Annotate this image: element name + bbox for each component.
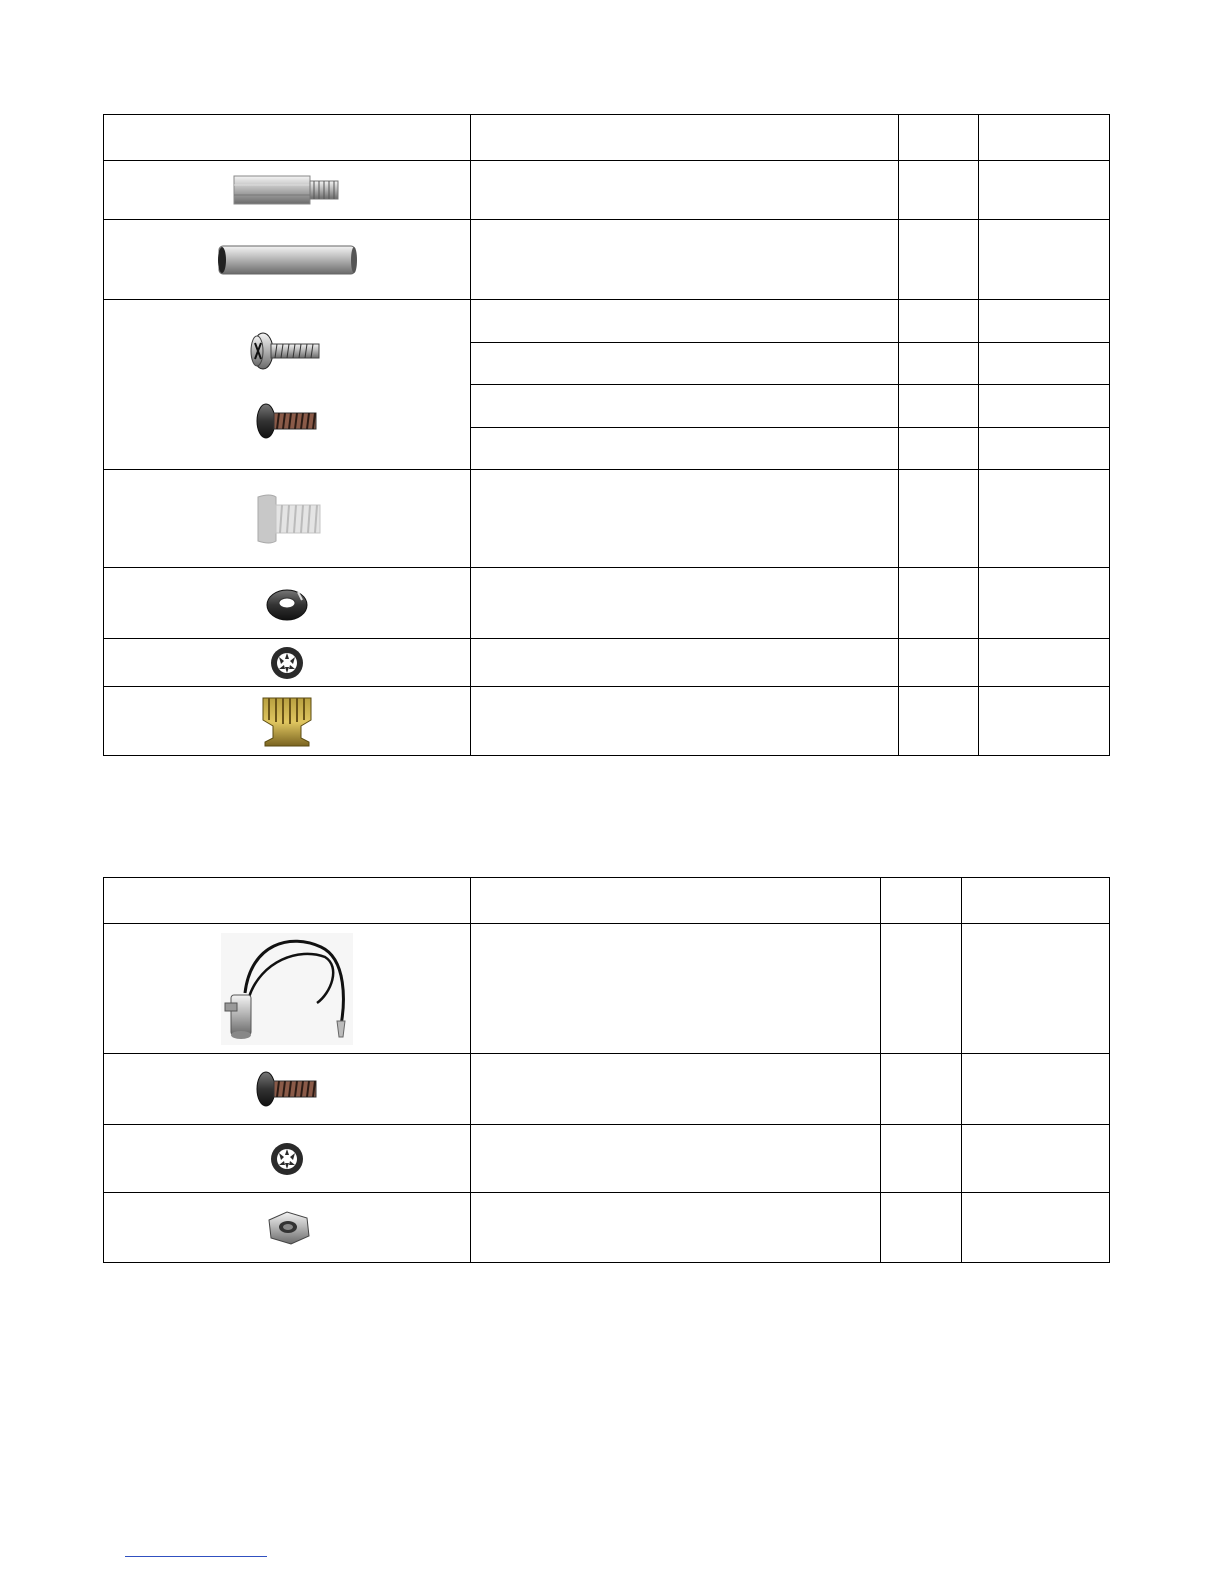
part-number-cell [979,300,1110,343]
header-cell [979,115,1110,161]
description-cell [471,1125,881,1193]
quantity-cell [899,343,979,385]
image-cell [104,161,471,220]
image-cell [104,470,471,568]
part-number-cell [979,385,1110,428]
description-cell [471,220,899,300]
brass-thumb-nut-icon [257,692,317,750]
description-cell [471,1054,881,1125]
hex-standoff-icon [232,168,342,212]
internal-tooth-lock-washer-icon [267,1139,307,1179]
part-number-cell [962,1193,1110,1263]
part-number-cell [962,924,1110,1054]
quantity-cell [899,687,979,756]
hex-nut-icon [259,1206,315,1250]
pan-head-screw-icon [252,1066,322,1112]
table-row [104,1054,1110,1125]
header-cell [899,115,979,161]
quantity-cell [899,385,979,428]
quantity-cell [899,161,979,220]
quantity-cell [899,470,979,568]
quantity-cell [899,428,979,470]
part-number-cell [979,470,1110,568]
table-row [104,300,1110,343]
description-cell [471,428,899,470]
round-spacer-icon [215,242,359,278]
pan-head-screw-washer-icon [247,326,327,376]
part-number-cell [979,428,1110,470]
image-cell [104,1125,471,1193]
description-cell [471,300,899,343]
image-cell [104,300,471,470]
header-cell [962,878,1110,924]
description-cell [471,924,881,1054]
header-cell [104,115,471,161]
quantity-cell [881,1054,962,1125]
header-cell [471,878,881,924]
quantity-cell [881,924,962,1054]
description-cell [471,470,899,568]
image-cell [104,687,471,756]
table-header-row [104,115,1110,161]
table-row [104,687,1110,756]
header-cell [471,115,899,161]
quantity-cell [899,220,979,300]
description-cell [471,343,899,385]
image-cell [104,1193,471,1263]
table-row [104,220,1110,300]
nylon-screw-icon [250,489,324,549]
quantity-cell [881,1125,962,1193]
table-row [104,1193,1110,1263]
hardware-table-1 [103,114,1110,756]
description-cell [471,568,899,639]
image-cell [104,568,471,639]
header-cell [881,878,962,924]
part-number-cell [979,220,1110,300]
quantity-cell [899,300,979,343]
part-number-cell [979,687,1110,756]
split-lock-washer-icon [262,582,312,624]
description-cell [471,639,899,687]
part-number-cell [979,639,1110,687]
part-number-cell [962,1125,1110,1193]
part-number-cell [979,161,1110,220]
table-row [104,639,1110,687]
description-cell [471,161,899,220]
description-cell [471,1193,881,1263]
table-row [104,470,1110,568]
bnc-ground-cable-icon [221,933,353,1045]
internal-tooth-lock-washer-icon [267,643,307,683]
quantity-cell [881,1193,962,1263]
pan-head-screw-icon [252,398,322,444]
image-cell [104,924,471,1054]
image-cell [104,220,471,300]
part-number-cell [979,343,1110,385]
image-cell [104,639,471,687]
hardware-table-2 [103,877,1110,1263]
description-cell [471,385,899,428]
part-number-cell [979,568,1110,639]
quantity-cell [899,568,979,639]
table-row [104,161,1110,220]
quantity-cell [899,639,979,687]
table-row [104,924,1110,1054]
footer-link-underline[interactable] [125,1556,267,1557]
image-cell [104,1054,471,1125]
part-number-cell [962,1054,1110,1125]
description-cell [471,687,899,756]
table-row [104,568,1110,639]
table-header-row [104,878,1110,924]
table-row [104,1125,1110,1193]
header-cell [104,878,471,924]
